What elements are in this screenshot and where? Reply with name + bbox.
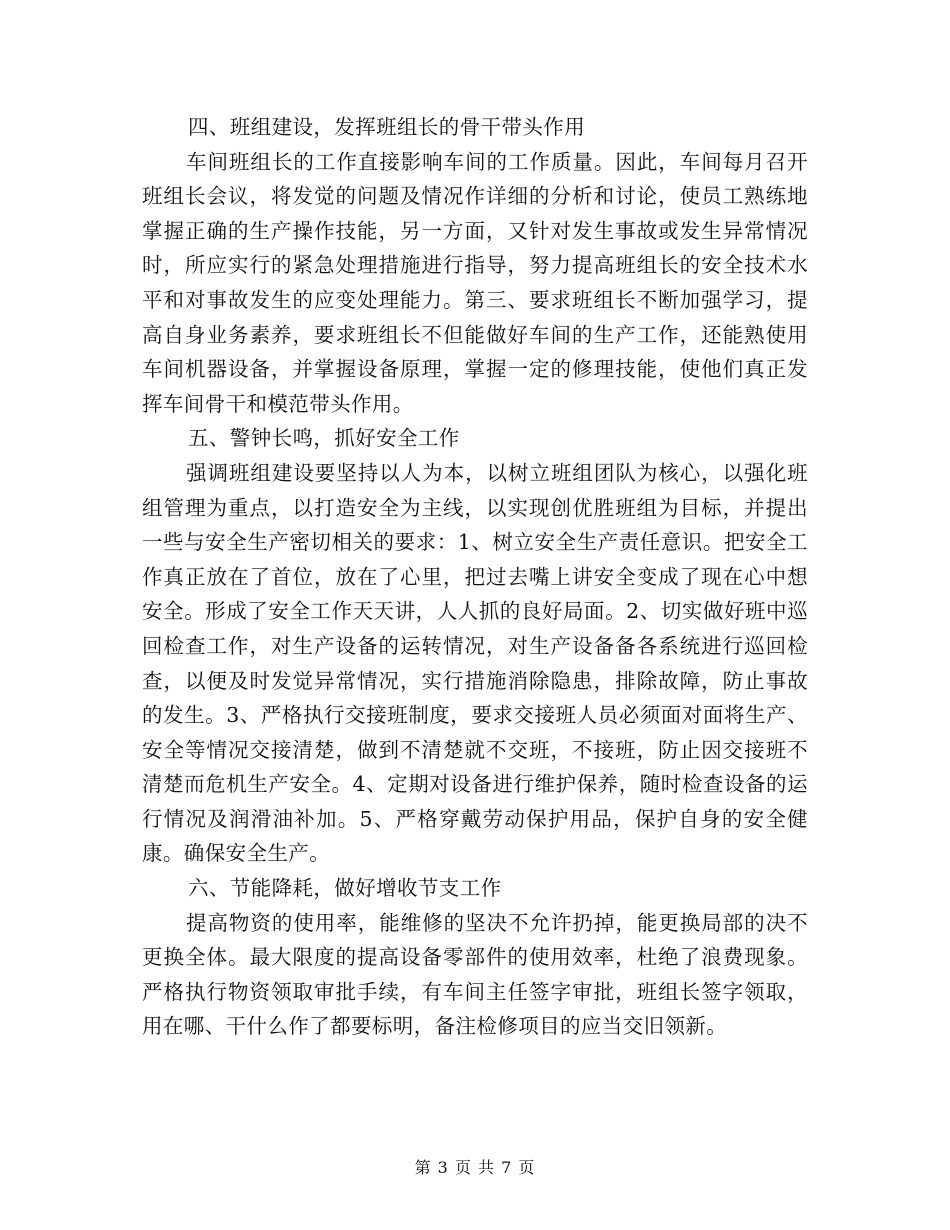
section-paragraph-6: 提高物资的使用率，能维修的坚决不允许扔掉，能更换局部的决不更换全体。最大限度的提高设备零部件的使用效率，杜绝了浪费现象。严格执行物资领取审批手续，有车间主任签字审批，班组长签字领取，用在哪、干什么作了都要标明，备注检修项目的应当交旧领新。 xyxy=(142,910,808,1039)
section-paragraph-5: 强调班组建设要坚持以人为本，以树立班组团队为核心，以强化班组管理为重点，以打造安全为主线，以实现创优胜班组为目标，并提出一些与安全生产密切相关的要求：1、树立安全生产责任意识。把安全工作真正放在了首位，放在了心里，把过去嘴上讲安全变成了现在心中想安全。形成了安全工作天天讲，人人抓的良好局面。2、切实做好班中巡回检查工作，对生产设备的运转情况，对生产设备备各系统进行巡回检查，以便及时发觉异常情况，实行措施消除隐患，排除故障，防止事故的发生。3、严格执行交接班制度，要求交接班人员必须面对面将生产、安全等情况交接清楚，做到不清楚就不交班，不接班，防止因交接班不清楚而危机生产安全。4、定期对设备进行维护保养，随时检查设备的运行情况及润滑油补加。5、严格穿戴劳动保护用品，保护自身的安全健康。确保安全生产。 xyxy=(142,460,808,866)
section-heading-5: 五、警钟长鸣，抓好安全工作 xyxy=(188,426,460,451)
section-paragraph-4: 车间班组长的工作直接影响车间的工作质量。因此，车间每月召开班组长会议，将发觉的问题及情况作详细的分析和讨论，使员工熟练地掌握正确的生产操作技能，另一方面，又针对发生事故或发生异常情况时，所应实行的紧急处理措施进行指导，努力提高班组长的安全技术水平和对事故发生的应变处理能力。第三、要求班组长不断加强学习，提高自身业务素养，要求班组长不但能做好车间的生产工作，还能熟使用车间机器设备，并掌握设备原理，掌握一定的修理技能，使他们真正发挥车间骨干和模范带头作用。 xyxy=(142,149,808,416)
section-heading-6: 六、节能降耗，做好增收节支工作 xyxy=(188,876,502,901)
document-body xyxy=(142,110,808,1044)
page-number-footer: 第 3 页 共 7 页 xyxy=(414,1158,536,1177)
section-heading-4: 四、班组建设，发挥班组长的骨干带头作用 xyxy=(188,115,586,139)
